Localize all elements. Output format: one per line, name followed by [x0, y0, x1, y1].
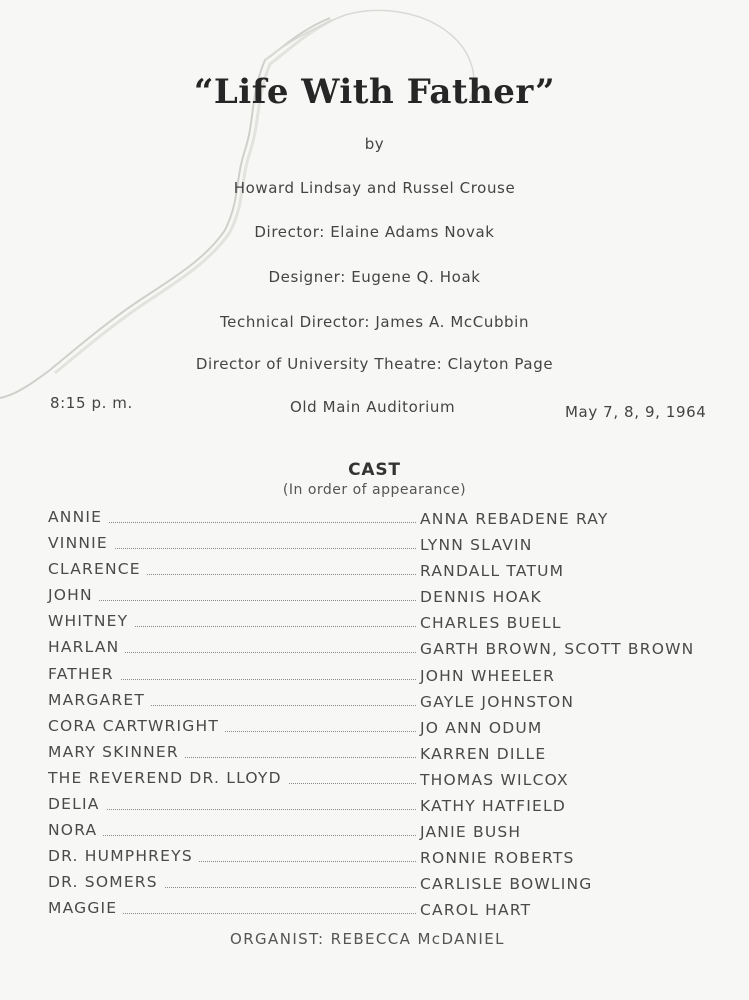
- by-label: by: [364, 135, 385, 153]
- leader-dots: [50, 835, 416, 836]
- cast-row: [44, 743, 714, 769]
- director-credit: Director: Elaine Adams Novak: [254, 223, 495, 241]
- cast-role: JOHN: [48, 586, 99, 604]
- organist-credit: ORGANIST: REBECCA McDANIEL: [230, 930, 505, 948]
- cast-row: [44, 769, 714, 795]
- university-theatre-director-credit: Director of University Theatre: Clayton Page: [195, 355, 554, 373]
- cast-role: MAGGIE: [48, 899, 123, 917]
- cast-actor: RANDALL TATUM: [420, 562, 565, 581]
- cast-actor: THOMAS WILCOX: [420, 770, 569, 789]
- cast-role: THE REVEREND DR. LLOYD: [48, 769, 288, 787]
- cast-row: [44, 795, 714, 821]
- cast-actor: JOHN WHEELER: [420, 666, 556, 685]
- cast-role: CORA CARTWRIGHT: [48, 717, 225, 735]
- cast-row: [44, 847, 714, 873]
- cast-actor: CAROL HART: [420, 901, 532, 920]
- cast-row: [44, 665, 714, 691]
- cast-role: WHITNEY: [48, 612, 134, 630]
- cast-actor: KATHY HATFIELD: [420, 797, 566, 816]
- cast-heading: CAST: [348, 460, 401, 480]
- cast-actor: RONNIE ROBERTS: [420, 849, 575, 868]
- cast-role: MARGARET: [48, 691, 151, 709]
- cast-row: [44, 821, 714, 847]
- cast-row: [44, 586, 714, 612]
- cast-role: DR. SOMERS: [48, 873, 164, 891]
- cast-role: NORA: [48, 821, 103, 839]
- cast-row: [44, 508, 714, 534]
- cast-row: [44, 638, 714, 664]
- cast-row: [44, 873, 714, 899]
- cast-role: DELIA: [48, 795, 106, 813]
- cast-actor: CHARLES BUELL: [420, 614, 562, 633]
- cast-role: CLARENCE: [48, 560, 147, 578]
- cast-row: [44, 899, 714, 925]
- cast-actor: CARLISLE BOWLING: [420, 875, 593, 894]
- cast-row: [44, 560, 714, 586]
- authors: Howard Lindsay and Russel Crouse: [233, 179, 516, 197]
- designer-credit: Designer: Eugene Q. Hoak: [268, 268, 481, 286]
- cast-subheading: (In order of appearance): [282, 482, 467, 498]
- cast-row: [44, 691, 714, 717]
- performance-time: 8:15 p. m.: [50, 394, 133, 412]
- cast-actor: DENNIS HOAK: [420, 588, 542, 607]
- cast-role: MARY SKINNER: [48, 743, 185, 761]
- cast-role: HARLAN: [48, 638, 125, 656]
- performance-venue: Old Main Auditorium: [290, 398, 456, 416]
- cast-actor: JANIE BUSH: [420, 823, 522, 842]
- cast-row: [44, 612, 714, 638]
- leader-dots: [50, 600, 416, 601]
- cast-actor: LYNN SLAVIN: [420, 536, 533, 555]
- cast-role: FATHER: [48, 665, 120, 683]
- cast-role: VINNIE: [48, 534, 114, 552]
- play-title: “Life With Father”: [193, 72, 556, 112]
- cast-actor: GAYLE JOHNSTON: [420, 692, 575, 711]
- performance-dates: May 7, 8, 9, 1964: [565, 403, 707, 421]
- technical-director-credit: Technical Director: James A. McCubbin: [219, 313, 530, 331]
- cast-actor: JO ANN ODUM: [420, 718, 543, 737]
- cast-role: ANNIE: [48, 508, 108, 526]
- cast-actor: KARREN DILLE: [420, 744, 547, 763]
- cast-row: [44, 534, 714, 560]
- cast-row: [44, 717, 714, 743]
- cast-list: [44, 508, 714, 926]
- cast-role: DR. HUMPHREYS: [48, 847, 199, 865]
- cast-actor: GARTH BROWN, SCOTT BROWN: [420, 640, 695, 659]
- cast-actor: ANNA REBADENE RAY: [420, 510, 609, 528]
